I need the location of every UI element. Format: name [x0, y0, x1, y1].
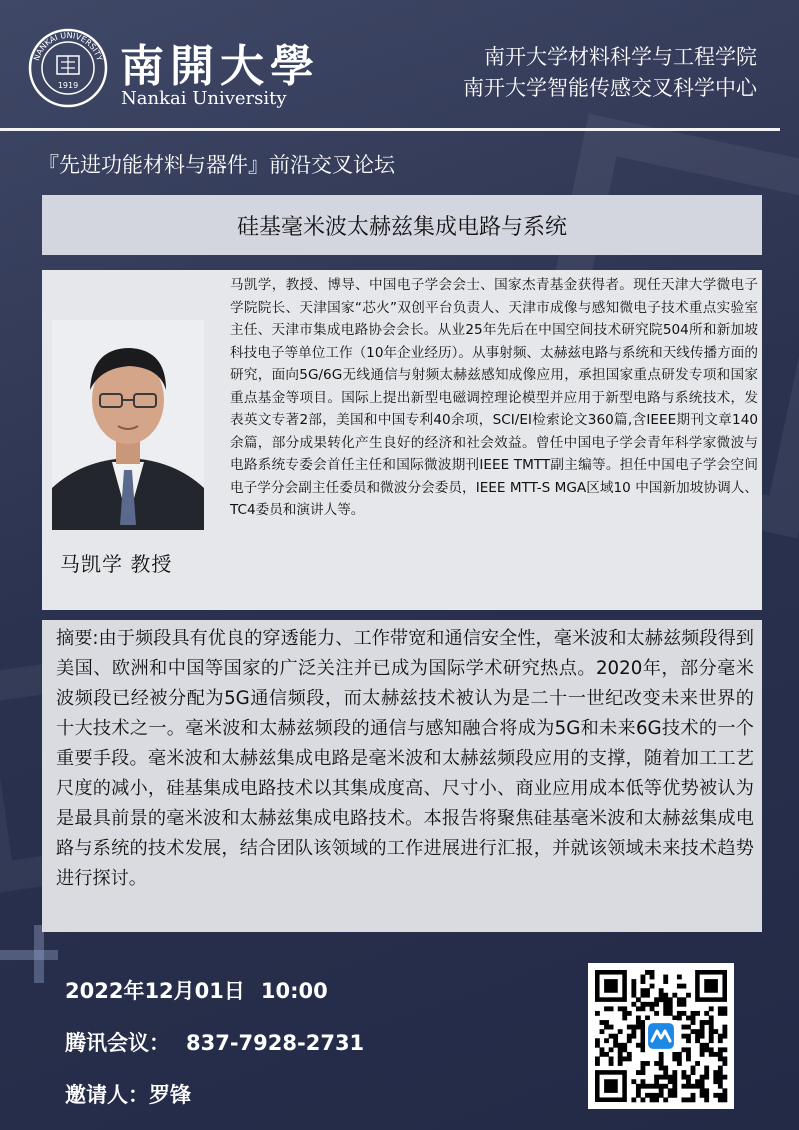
- forum-name: 『先进功能材料与器件』前沿交叉论坛: [38, 153, 395, 177]
- svg-text:1919: 1919: [57, 81, 79, 90]
- meeting-id[interactable]: 837-7928-2731: [186, 1031, 365, 1055]
- abstract-box: [42, 620, 762, 932]
- institution-line-2: 南开大学智能传感交叉科学中心: [463, 76, 757, 100]
- talk-title-box: [42, 195, 762, 255]
- host-info: [65, 1079, 191, 1109]
- plus-decoration-vertical: [34, 925, 44, 983]
- header-divider: [0, 128, 780, 131]
- meeting-qr-code[interactable]: [588, 963, 734, 1109]
- event-date: 2022年12月01日: [65, 979, 245, 1003]
- event-datetime: [65, 975, 328, 1005]
- meeting-info: [65, 1027, 364, 1057]
- svg-text:NANKAI UNIVERSITY: NANKAI UNIVERSITY: [31, 30, 105, 62]
- university-logo-english: Nankai University: [121, 88, 287, 109]
- header: [0, 0, 799, 130]
- meeting-label: 腾讯会议：: [65, 1031, 170, 1055]
- host-name: 罗锋: [149, 1083, 191, 1107]
- university-seal-icon: [28, 28, 108, 108]
- institution-line-1: 南开大学材料科学与工程学院: [484, 45, 757, 69]
- host-label: 邀请人：: [65, 1083, 149, 1107]
- speaker-photo: [52, 320, 204, 530]
- qr-code-icon: [588, 963, 734, 1109]
- talk-title: 硅基毫米波太赫兹集成电路与系统: [236, 214, 567, 240]
- speaker-name: 马凯学 教授: [60, 552, 173, 576]
- plus-decoration-horizontal: [0, 950, 58, 960]
- university-logo-chinese: 南開大學: [120, 41, 320, 92]
- speaker-bio-box: [42, 270, 762, 610]
- abstract-text: 摘要:由于频段具有优良的穿透能力、工作带宽和通信安全性，毫米波和太赫兹频段得到美国、欧洲和中国等国家的广泛关注并已成为国际学术研究热点。2020年，部分毫米波频段已经被分配为5G通信频段，而太赫兹技术被认为是二十一世纪改变未来世界的十大技术之一。毫米波和太赫兹频段的通信与感知融合将成为5G和未来6G技术的一个重要手段。毫米波和太赫兹集成电路是毫米波和太赫兹频段应用的支撑，随着加工工艺尺度的减小，硅基集成电路技术以其集成度高、尺寸小、商业应用成本低等优势被认为是最具前景的毫米波和太赫兹集成电路技术。本报告将聚焦硅基毫米波和太赫兹集成电路与系统的技术发展，结合团队该领域的工作进展进行汇报，并就该领域未来技术趋势进行探讨。: [56, 628, 754, 889]
- event-time: 10:00: [260, 979, 328, 1003]
- speaker-bio: 马凯学，教授、博导、中国电子学会会士、国家杰青基金获得者。现任天津大学微电子学院院长、天津国家“芯火”双创平台负责人、天津市成像与感知微电子技术重点实验室主任、天津市集成电路协会会长。从业25年先后在中国空间技术研究院504所和新加坡科技电子等单位工作（10年企业经历）。从事射频、太赫兹电路与系统和天线传播方面的研究，面向5G/6G无线通信与射频太赫兹感知成像应用，承担国家重点研发专项和国家重点基金等项目。国际上提出新型电磁调控理论模型并应用于新型电路与系统技术，发表英文专著2部，美国和中国专利40余项，SCI/EI检索论文360篇,含IEEE期刊文章140余篇，部分成果转化产生良好的经济和社会效益。曾任中国电子学会青年科学家微波与电路系统专委会首任主任和国际微波期刊IEEE TMTT副主编等。担任中国电子学会空间电子学分会副主任委员和微波分会委员，IEEE MTT-S MGA区域10 中国新加坡协调人、TC4委员和演讲人等。: [230, 277, 758, 518]
